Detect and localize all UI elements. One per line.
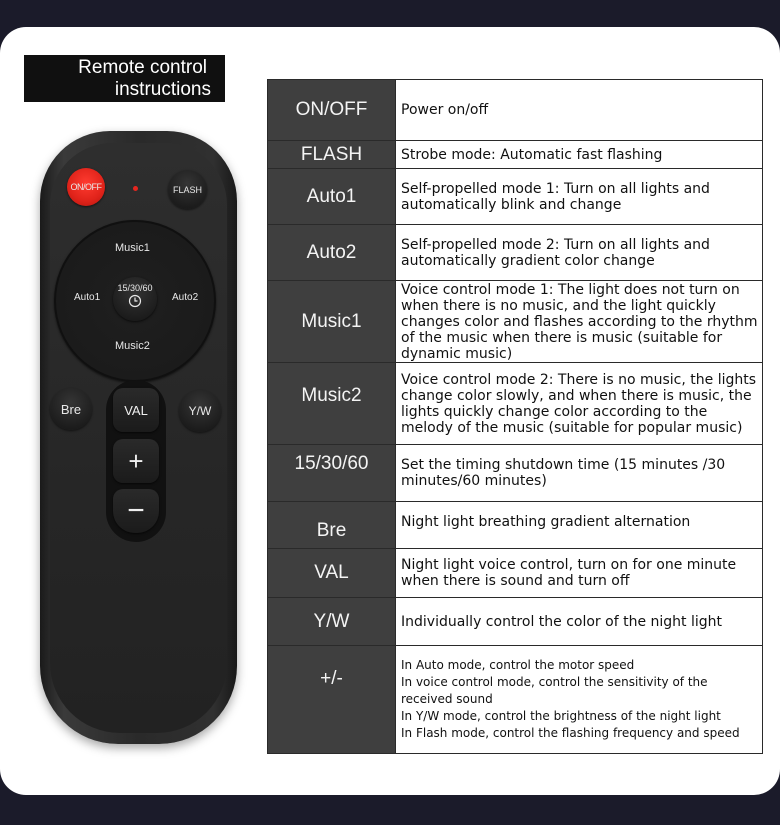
table-row [268,225,763,281]
indicator-led [133,186,138,191]
onoff-button[interactable] [67,168,105,206]
row-key: ON/OFF [268,80,396,141]
minus-icon: − [127,494,145,527]
row-desc [396,646,763,754]
table-row [268,281,763,363]
title-line-1: Remote control [78,57,207,78]
row-key: +/- [268,646,396,754]
row-key: 15/30/60 [268,445,396,502]
row-desc: Night light breathing gradient alternation [396,502,763,549]
row-desc: Power on/off [396,80,763,141]
desc-line: In Auto mode, control the motor speed [401,658,635,672]
table-row [268,549,763,598]
table-row [268,598,763,646]
desc-line: In Y/W mode, control the brightness of the night light [401,709,721,723]
flash-button[interactable] [168,170,207,209]
onoff-button-label: ON/OFF [70,182,102,192]
timer-button[interactable] [113,277,157,321]
row-desc: Night light voice control, turn on for one minute when there is sound and turn off [396,549,763,598]
music1-button[interactable]: Music1 [115,242,150,254]
row-desc: Set the timing shutdown time (15 minutes /30 minutes/60 minutes) [396,445,763,502]
auto1-button[interactable]: Auto1 [74,292,101,303]
table-row [268,502,763,549]
flash-button-label: FLASH [172,184,202,195]
row-key: Music2 [268,363,396,445]
music2-button[interactable]: Music2 [115,340,150,352]
minus-button[interactable] [113,489,159,533]
val-button-label: VAL [124,402,148,418]
timer-button-label: 15/30/60 [117,283,153,293]
instructions-table [267,79,763,754]
row-desc: Individually control the color of the night light [396,598,763,646]
row-desc: Self-propelled mode 2: Turn on all lights and automatically gradient color change [396,225,763,281]
row-key: Bre [268,502,396,549]
plus-button[interactable] [113,439,159,483]
row-key: Auto2 [268,225,396,281]
desc-line: In voice control mode, control the sensitivity of the received sound [401,675,708,706]
page-title [24,55,225,102]
row-desc: Voice control mode 2: There is no music, the lights change color slowly, and when there is music, the lights quickly change color according to the melody of the music (suitable for popular music) [396,363,763,445]
row-key: FLASH [268,141,396,169]
row-key: Auto1 [268,169,396,225]
title-line-2: instructions [114,79,211,100]
row-desc: Strobe mode: Automatic fast flashing [396,141,763,169]
row-desc: Voice control mode 1: The light does not turn on when there is no music, and the light quickly changes color and flashes according to the rhythm of the music when there is music (suitable for dynamic music) [396,281,763,363]
row-key: Music1 [268,281,396,363]
yw-button[interactable] [179,390,221,432]
table-row [268,445,763,502]
table-row [268,169,763,225]
clock-icon [128,294,142,308]
table-row [268,141,763,169]
yw-button-label: Y/W [188,404,212,418]
table-row [268,80,763,141]
table-row [268,363,763,445]
bre-button[interactable] [50,388,92,430]
row-desc: Self-propelled mode 1: Turn on all lights and automatically blink and change [396,169,763,225]
desc-line: In Flash mode, control the flashing frequency and speed [401,726,740,740]
plus-icon: + [128,445,144,476]
table-row [268,646,763,754]
row-key: Y/W [268,598,396,646]
auto2-button[interactable]: Auto2 [172,292,199,303]
bre-button-label: Bre [60,401,82,417]
val-button[interactable] [113,388,159,432]
row-key: VAL [268,549,396,598]
